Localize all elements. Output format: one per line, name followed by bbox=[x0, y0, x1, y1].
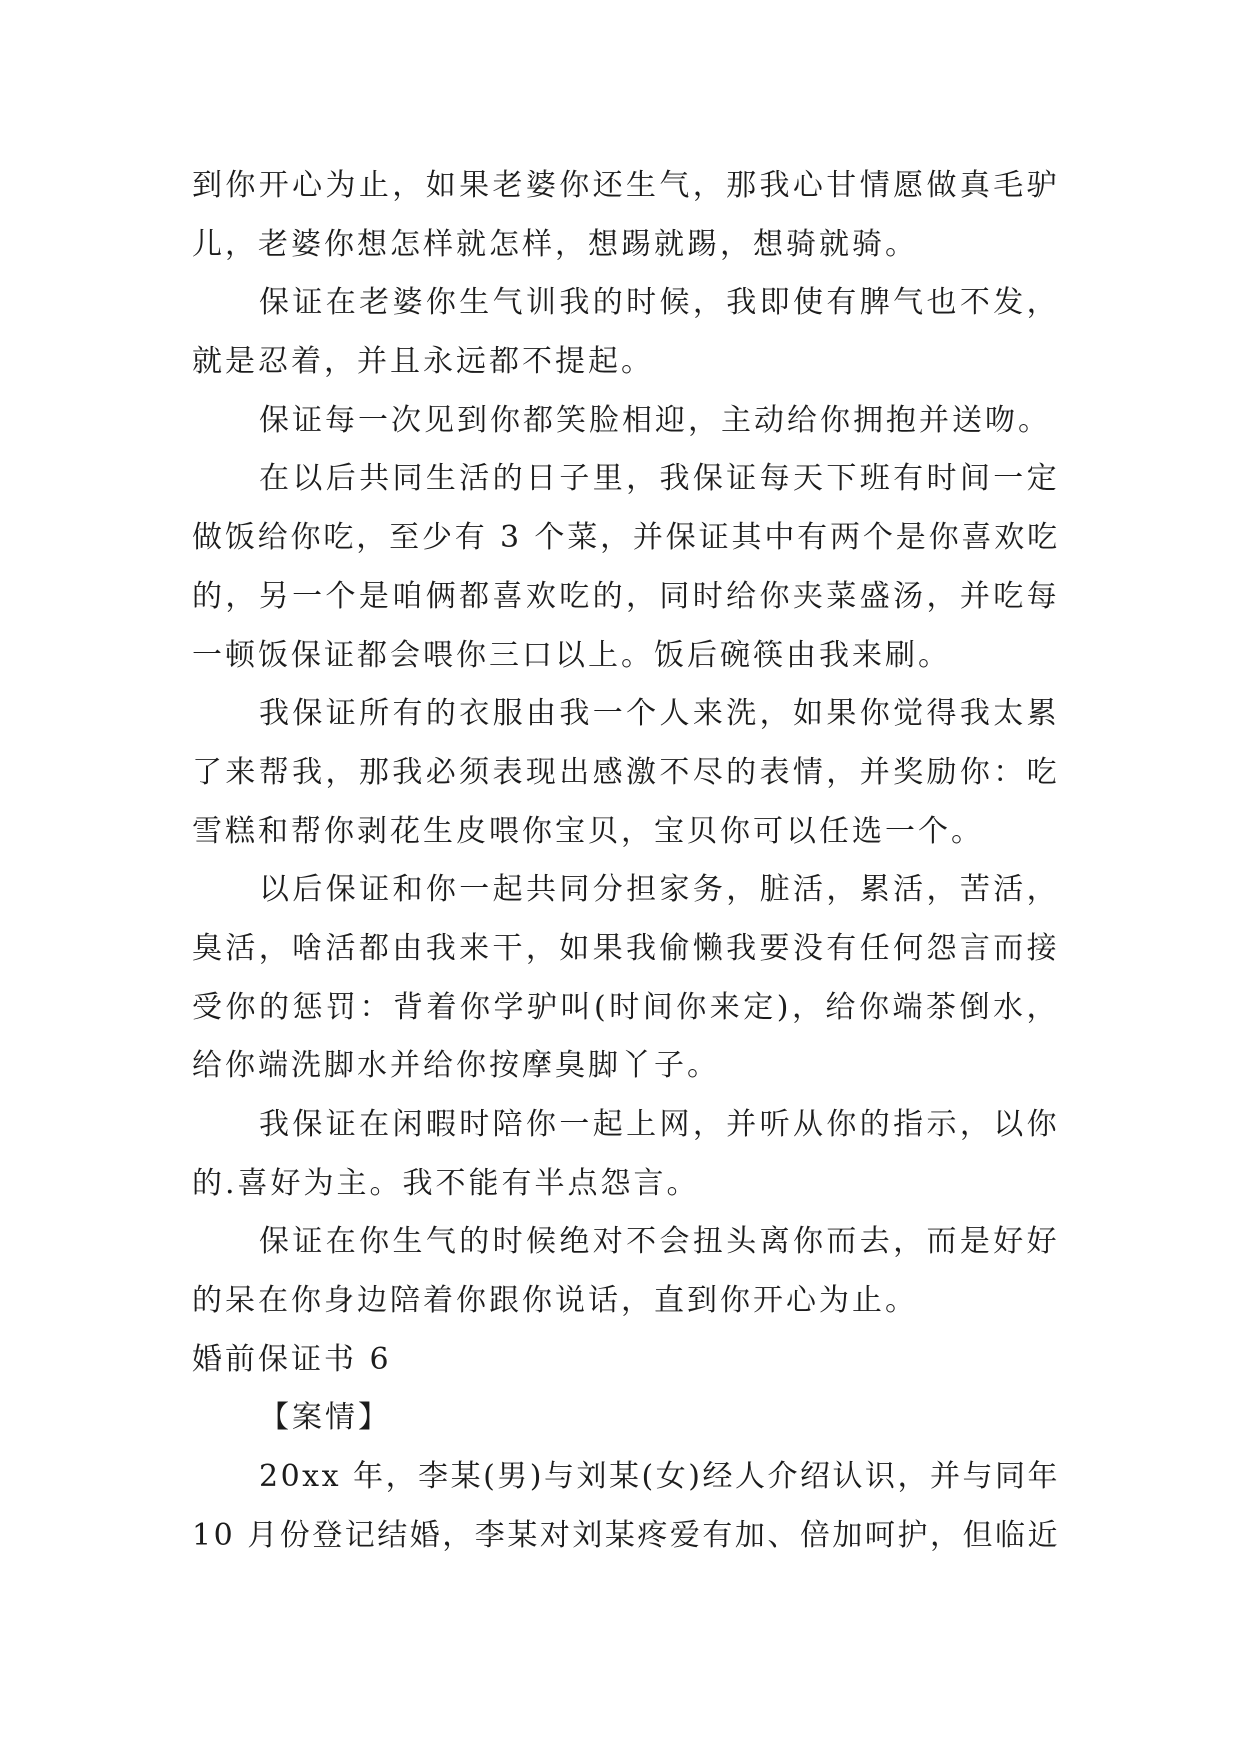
text-line: 10 月份登记结婚，李某对刘某疼爱有加、倍加呵护，但临近 bbox=[192, 1517, 1060, 1553]
text-line: 做饭给你吃，至少有 3 个菜，并保证其中有两个是你喜欢吃 bbox=[192, 520, 1060, 556]
text-line: 给你端洗脚水并给你按摩臭脚丫子。 bbox=[192, 1048, 720, 1084]
paragraph bbox=[192, 274, 1060, 391]
paragraph bbox=[192, 861, 1060, 1096]
section-title bbox=[192, 1331, 1060, 1390]
text-line: 我保证所有的衣服由我一个人来洗，如果你觉得我太累 bbox=[259, 696, 1060, 732]
paragraph bbox=[192, 1213, 1060, 1330]
case-label-text: 【案情】 bbox=[259, 1400, 391, 1436]
paragraph bbox=[192, 450, 1060, 685]
text-line: 保证在老婆你生气训我的时候，我即使有脾气也不发， bbox=[259, 285, 1060, 321]
case-label bbox=[192, 1389, 1060, 1448]
text-line: 了来帮我，那我必须表现出感激不尽的表情，并奖励你：吃 bbox=[192, 754, 1060, 790]
paragraph bbox=[192, 392, 1060, 451]
text-line: 的，另一个是咱俩都喜欢吃的，同时给你夹菜盛汤，并吃每 bbox=[192, 578, 1060, 614]
text-line: 以后保证和你一起共同分担家务，脏活，累活，苦活， bbox=[259, 872, 1060, 908]
text-line: 的呆在你身边陪着你跟你说话，直到你开心为止。 bbox=[192, 1283, 918, 1319]
text-line: 受你的惩罚：背着你学驴叫(时间你来定)，给你端茶倒水， bbox=[192, 989, 1060, 1025]
text-line: 保证在你生气的时候绝对不会扭头离你而去，而是好好 bbox=[259, 1224, 1060, 1260]
section-title-text: 婚前保证书 6 bbox=[192, 1341, 392, 1377]
intro-paragraph bbox=[192, 157, 1060, 274]
paragraph bbox=[192, 1096, 1060, 1213]
text-line: 臭活，啥活都由我来干，如果我偷懒我要没有任何怨言而接 bbox=[192, 930, 1060, 966]
text-line: 雪糕和帮你剥花生皮喂你宝贝，宝贝你可以任选一个。 bbox=[192, 813, 984, 849]
text-line: 到你开心为止，如果老婆你还生气，那我心甘情愿做真毛驴 bbox=[192, 168, 1060, 203]
text-line: 就是忍着，并且永远都不提起。 bbox=[192, 344, 654, 380]
text-line: 20xx 年，李某(男)与刘某(女)经人介绍认识，并与同年 bbox=[259, 1459, 1060, 1495]
text-line: 保证每一次见到你都笑脸相迎，主动给你拥抱并送吻。 bbox=[259, 402, 1051, 438]
text-line: 儿，老婆你想怎样就怎样，想踢就踢，想骑就骑。 bbox=[192, 226, 918, 262]
text-line: 在以后共同生活的日子里，我保证每天下班有时间一定 bbox=[259, 461, 1060, 497]
document-body bbox=[192, 157, 1060, 1566]
text-line: 我保证在闲暇时陪你一起上网，并听从你的指示，以你 bbox=[259, 1107, 1060, 1142]
text-line: 的.喜好为主。我不能有半点怨言。 bbox=[192, 1165, 700, 1201]
paragraph bbox=[192, 685, 1060, 861]
case-paragraph bbox=[192, 1448, 1060, 1565]
text-line: 一顿饭保证都会喂你三口以上。饭后碗筷由我来刷。 bbox=[192, 637, 951, 673]
